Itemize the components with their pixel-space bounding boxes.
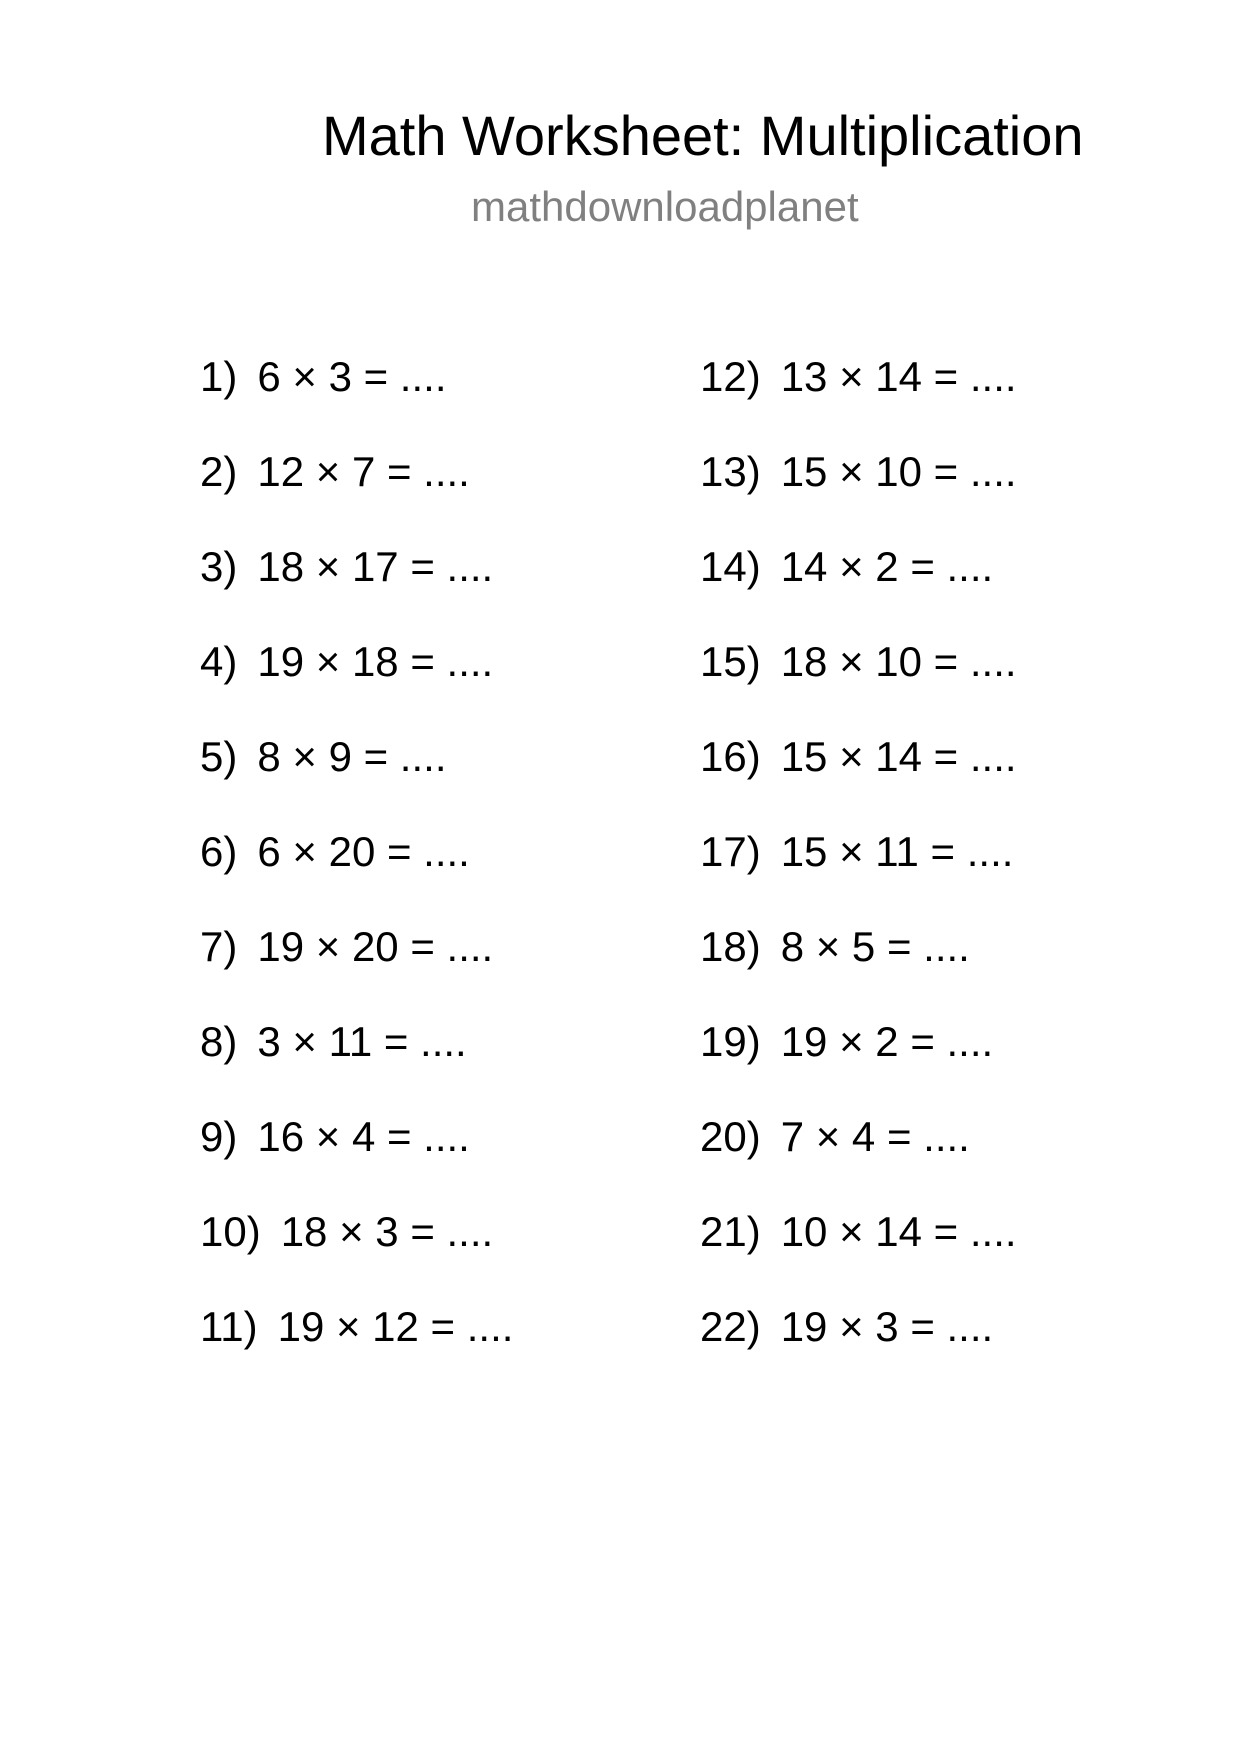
problem-number: 9) xyxy=(200,1113,238,1160)
problem-item xyxy=(200,920,680,1015)
problem-item xyxy=(200,1015,680,1110)
problem-item xyxy=(700,825,1180,920)
problem-number: 21) xyxy=(700,1208,761,1255)
problem-number: 10) xyxy=(200,1208,261,1255)
problem-item xyxy=(200,1110,680,1205)
problem-expression: 8 × 9 = .... xyxy=(257,733,447,780)
problem-number: 11) xyxy=(200,1303,258,1350)
problem-expression: 3 × 11 = .... xyxy=(257,1018,467,1065)
problem-expression: 19 × 3 = .... xyxy=(780,1303,994,1350)
problem-expression: 12 × 7 = .... xyxy=(257,448,470,495)
problem-item xyxy=(700,540,1180,635)
problem-number: 8) xyxy=(200,1018,238,1065)
problem-item xyxy=(200,540,680,635)
problem-expression: 16 × 4 = .... xyxy=(257,1113,470,1160)
problem-number: 16) xyxy=(700,733,761,780)
problem-item xyxy=(700,1205,1180,1300)
problem-expression: 15 × 14 = .... xyxy=(780,733,1017,780)
problem-item xyxy=(700,445,1180,540)
problem-item xyxy=(700,1110,1180,1205)
problem-expression: 18 × 17 = .... xyxy=(257,543,494,590)
problem-expression: 6 × 3 = .... xyxy=(257,353,447,400)
problem-item xyxy=(200,445,680,540)
problem-expression: 19 × 12 = .... xyxy=(277,1303,514,1350)
problem-number: 22) xyxy=(700,1303,761,1350)
problem-item xyxy=(200,1300,680,1395)
problem-expression: 8 × 5 = .... xyxy=(780,923,970,970)
problem-expression: 18 × 3 = .... xyxy=(280,1208,494,1255)
problem-expression: 19 × 18 = .... xyxy=(257,638,494,685)
problem-number: 5) xyxy=(200,733,238,780)
site-name: mathdownloadplanet xyxy=(471,183,859,230)
problem-expression: 10 × 14 = .... xyxy=(780,1208,1017,1255)
problem-item xyxy=(200,350,680,445)
problem-expression: 6 × 20 = .... xyxy=(257,828,470,875)
problem-expression: 7 × 4 = .... xyxy=(780,1113,970,1160)
problem-number: 15) xyxy=(700,638,761,685)
problem-expression: 18 × 10 = .... xyxy=(780,638,1017,685)
problem-number: 17) xyxy=(700,828,761,875)
problem-column-left xyxy=(200,350,680,1395)
problem-expression: 15 × 11 = .... xyxy=(780,828,1014,875)
problem-expression: 19 × 20 = .... xyxy=(257,923,494,970)
problem-item xyxy=(200,635,680,730)
problem-number: 4) xyxy=(200,638,238,685)
problem-expression: 14 × 2 = .... xyxy=(780,543,994,590)
problem-number: 12) xyxy=(700,353,761,400)
problem-item xyxy=(700,1015,1180,1110)
problem-number: 19) xyxy=(700,1018,761,1065)
problem-number: 6) xyxy=(200,828,238,875)
problem-column-right xyxy=(700,350,1180,1395)
problem-item xyxy=(200,730,680,825)
problem-item xyxy=(700,350,1180,445)
problem-item xyxy=(700,920,1180,1015)
problem-number: 7) xyxy=(200,923,238,970)
problem-number: 3) xyxy=(200,543,238,590)
problem-item xyxy=(700,730,1180,825)
problem-number: 2) xyxy=(200,448,238,495)
problem-expression: 15 × 10 = .... xyxy=(780,448,1017,495)
problem-number: 13) xyxy=(700,448,761,495)
problem-item xyxy=(200,825,680,920)
problem-number: 20) xyxy=(700,1113,761,1160)
problem-item xyxy=(700,635,1180,730)
problem-number: 1) xyxy=(200,353,238,400)
problem-item xyxy=(200,1205,680,1300)
problem-number: 14) xyxy=(700,543,761,590)
problem-item xyxy=(700,1300,1180,1395)
problem-number: 18) xyxy=(700,923,761,970)
page-title: Math Worksheet: Multiplication xyxy=(322,104,1084,167)
problem-expression: 13 × 14 = .... xyxy=(780,353,1017,400)
problem-expression: 19 × 2 = .... xyxy=(780,1018,994,1065)
